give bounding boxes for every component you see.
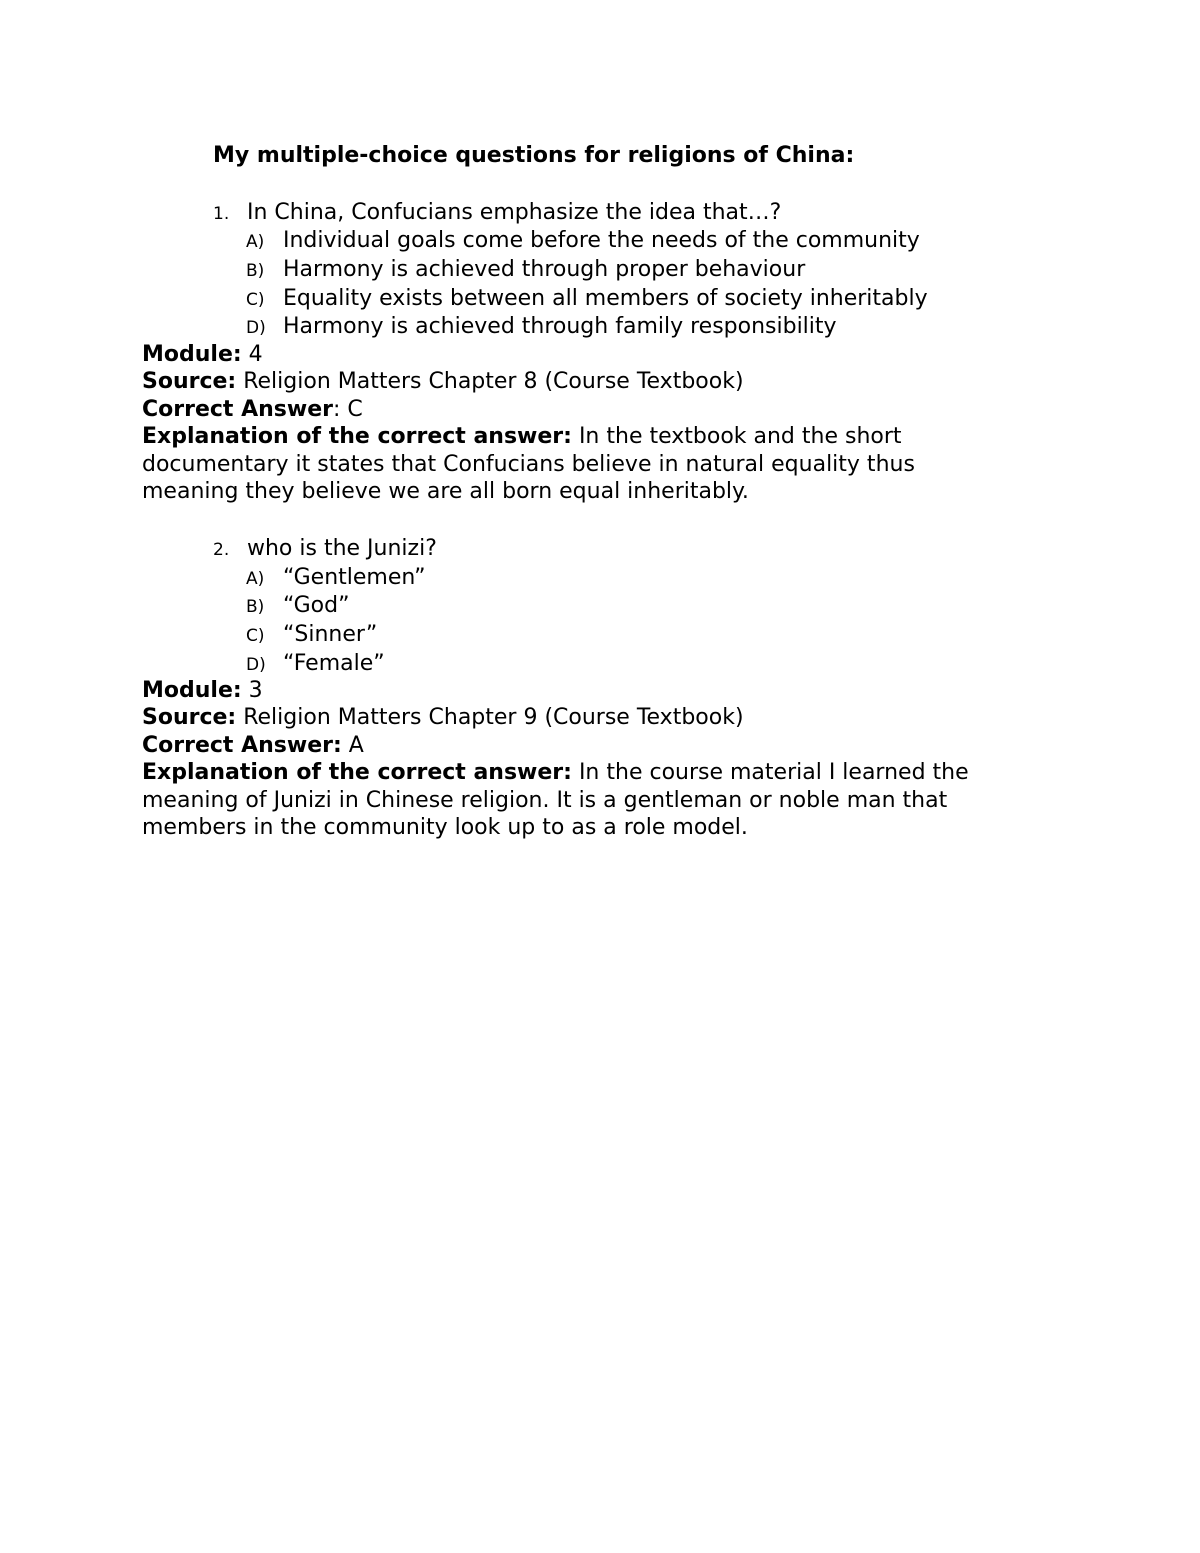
option-text: Individual goals come before the needs of the community <box>283 228 920 253</box>
explanation-text: In the textbook and the short <box>571 424 902 449</box>
option-a <box>246 226 920 255</box>
option-c <box>246 620 377 649</box>
option-text: “Female” <box>283 651 385 676</box>
correct-answer-value: : C <box>332 397 363 422</box>
question-text: In China, Confucians emphasize the idea that…? <box>247 200 782 225</box>
option-d <box>246 649 385 678</box>
option-letter: C) <box>246 626 265 646</box>
option-text: “Gentlemen” <box>283 565 426 590</box>
question-1-stem <box>213 198 781 227</box>
explanation <box>142 423 1042 506</box>
explanation-line: members in the community look up to as a role model. <box>142 815 748 840</box>
correct-answer-line <box>142 396 363 424</box>
correct-answer-label: Correct Answer <box>142 397 333 422</box>
explanation-line: meaning they believe we are all born equal inheritably. <box>142 479 749 504</box>
module-label: Module: <box>142 342 242 367</box>
question-number: 1. <box>213 204 230 224</box>
option-letter: A) <box>246 232 265 252</box>
explanation <box>142 759 1042 842</box>
explanation-label: Explanation of the correct answer: <box>142 424 572 449</box>
explanation-line: documentary it states that Confucians believe in natural equality thus <box>142 451 915 477</box>
page-title: My multiple-choice questions for religions of China: <box>213 143 855 168</box>
correct-answer-label: Correct Answer: <box>142 733 342 758</box>
option-letter: A) <box>246 569 265 589</box>
source-value: Religion Matters Chapter 8 (Course Textbook) <box>236 369 744 394</box>
module-line <box>142 341 263 369</box>
correct-answer-value: A <box>341 733 364 758</box>
option-d <box>246 312 837 341</box>
option-b <box>246 591 349 620</box>
module-value: 4 <box>241 342 263 367</box>
question-number: 2. <box>213 540 230 560</box>
question-2-stem <box>213 534 437 563</box>
option-letter: D) <box>246 655 266 675</box>
module-line <box>142 677 263 705</box>
correct-answer-line <box>142 732 364 760</box>
option-text: “Sinner” <box>283 622 378 647</box>
source-label: Source: <box>142 705 237 730</box>
source-line <box>142 368 744 396</box>
source-line <box>142 704 744 732</box>
module-value: 3 <box>241 678 263 703</box>
source-label: Source: <box>142 369 237 394</box>
module-label: Module: <box>142 678 242 703</box>
option-text: “God” <box>283 593 350 618</box>
option-letter: B) <box>246 261 265 281</box>
option-letter: B) <box>246 597 265 617</box>
option-a <box>246 563 426 592</box>
option-text: Equality exists between all members of society inheritably <box>283 286 928 311</box>
option-text: Harmony is achieved through family responsibility <box>283 314 837 339</box>
question-text: who is the Junizi? <box>247 536 437 561</box>
explanation-line <box>142 759 1042 787</box>
explanation-line <box>142 423 1042 451</box>
explanation-line: meaning of Junizi in Chinese religion. It is a gentleman or noble man that <box>142 787 948 813</box>
option-text: Harmony is achieved through proper behaviour <box>283 257 806 282</box>
option-letter: C) <box>246 290 265 310</box>
explanation-label: Explanation of the correct answer: <box>142 760 572 785</box>
option-b <box>246 255 805 284</box>
option-c <box>246 284 928 313</box>
source-value: Religion Matters Chapter 9 (Course Textbook) <box>236 705 744 730</box>
option-letter: D) <box>246 318 266 338</box>
explanation-text: In the course material I learned the <box>571 760 969 785</box>
